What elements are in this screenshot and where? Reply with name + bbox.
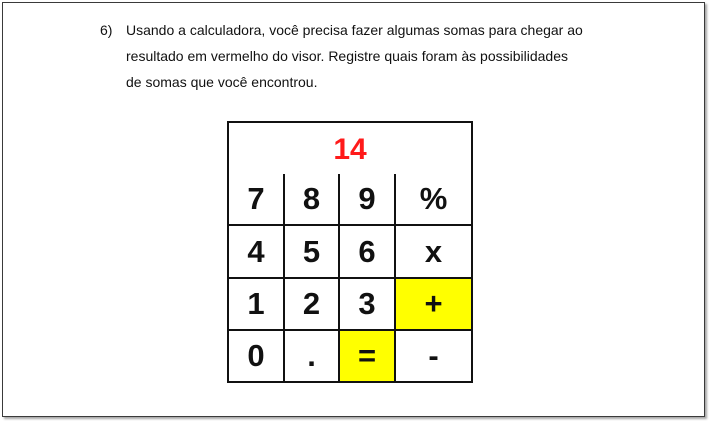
question-line: resultado em vermelho do visor. Registre quais foram às possibilidades (126, 48, 568, 64)
question-line: de somas que você encontrou. (126, 74, 318, 90)
question-number: 6) (100, 22, 113, 38)
key-9: 9 (340, 174, 396, 226)
calculator-display: 14 (229, 123, 471, 176)
key-plus: + (396, 279, 471, 331)
key-percent: % (396, 174, 471, 226)
key-7: 7 (229, 174, 285, 226)
key-5: 5 (285, 226, 340, 279)
key-equals: = (340, 331, 396, 381)
question-text (126, 17, 660, 95)
key-1: 1 (229, 279, 285, 331)
key-multiply: x (396, 226, 471, 279)
key-3: 3 (340, 279, 396, 331)
key-2: 2 (285, 279, 340, 331)
key-minus: - (396, 331, 471, 381)
key-0: 0 (229, 331, 285, 381)
key-decimal: . (285, 331, 340, 381)
key-8: 8 (285, 174, 340, 226)
key-4: 4 (229, 226, 285, 279)
calculator (227, 121, 473, 383)
key-6: 6 (340, 226, 396, 279)
question-line: Usando a calculadora, você precisa fazer algumas somas para chegar ao (126, 22, 583, 38)
